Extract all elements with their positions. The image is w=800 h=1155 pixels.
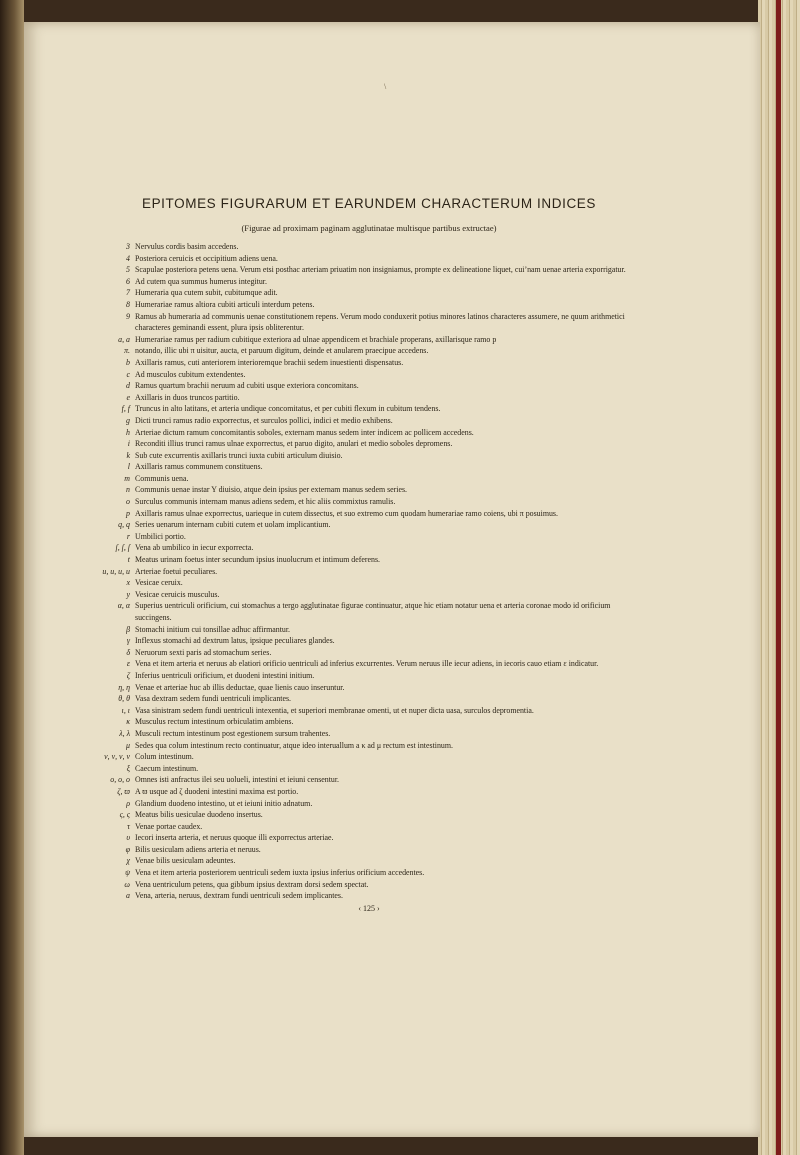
index-entry	[94, 728, 644, 740]
index-entry	[94, 763, 644, 775]
entry-label: f, f	[121, 404, 130, 414]
entry-label: e	[126, 392, 130, 402]
index-entry	[94, 821, 644, 833]
index-entry	[94, 867, 644, 879]
index-entry	[94, 438, 644, 450]
entry-label: a	[126, 891, 130, 901]
index-entry	[94, 369, 644, 381]
entry-text: Vena et item arteria posteriorem uentriculi sedem iuxta ipsius inferius orificium accedentes.	[135, 868, 425, 878]
index-entry	[94, 624, 644, 636]
entry-text: Posteriora ceruicis et occipitium adiens uena.	[135, 253, 278, 263]
index-entry	[94, 484, 644, 496]
entry-label: o	[126, 497, 130, 507]
entry-label: 6	[126, 276, 130, 286]
index-entry	[94, 311, 644, 334]
entry-text: Scapulae posteriora petens uena. Verum etsi posthac arteriam priuatim non insigniamus, prompte ex delineatione liquet, cui’nam uenae arteria exporrigatur.	[135, 265, 626, 275]
entry-label: τ	[127, 821, 130, 831]
index-entry	[94, 253, 644, 265]
entry-text: Vena et item arteria et neruus ab elatiori orificio uentriculi ad inferius excurrentes. Verum neruus ille iecur adiens, in iecoris cauo etiam ε indicatur.	[135, 659, 599, 669]
entry-text: Sedes qua colum intestinum recto continuatur, atque ideo interuallum a κ ad μ rectum est intestinum.	[135, 740, 453, 750]
index-entry	[94, 705, 644, 717]
entry-label: ν, ν, ν, ν	[104, 752, 130, 762]
entry-text: Ramus ab humeraria ad communis uenae constitutionem repens. Verum modo conduxerit potius minores latinos characteres assumere, ne quum arithmetici characteres geminandi essent, plura ipsis obliterentur.	[135, 311, 625, 333]
entry-label: π.	[124, 346, 130, 356]
entry-label: α, α	[117, 601, 130, 611]
entry-label: λ, λ	[119, 728, 130, 738]
entry-label: n	[126, 485, 130, 495]
book-gutter	[0, 0, 24, 1155]
entry-label: ι, ι	[121, 705, 130, 715]
entry-label: ξ	[126, 763, 130, 773]
entry-label: κ	[126, 717, 130, 727]
entry-label: k	[126, 450, 130, 460]
entry-text: Humerariae ramus altiora cubiti articuli interdum petens.	[135, 299, 315, 309]
entry-label: γ	[126, 636, 130, 646]
entry-text: Neruorum sexti paris ad stomachum series.	[135, 647, 272, 657]
entry-label: c	[126, 369, 130, 379]
index-entry	[94, 855, 644, 867]
index-content	[94, 196, 644, 913]
index-entry	[94, 276, 644, 288]
entry-text: Humerariae ramus per radium cubitique exteriora ad ulnae appendicem et brachiale properans, axillarisque ramo p	[135, 334, 497, 344]
entry-text: Surculus communis internam manus adiens sedem, et hic aliis commixtus ramulis.	[135, 497, 396, 507]
entry-text: Vesicae ceruicis musculus.	[135, 589, 220, 599]
page-number: ‹ 125 ›	[358, 903, 380, 913]
entry-label: θ, θ	[118, 694, 130, 704]
index-entry	[94, 334, 644, 346]
page-mark: \	[384, 82, 387, 91]
index-entry	[94, 542, 644, 554]
page-title: EPITOMES FIGURARUM ET EARUNDEM CHARACTERUM INDICES	[141, 196, 597, 211]
index-entry	[94, 879, 644, 891]
entry-text: Axillaris ramus communem constituens.	[135, 462, 263, 472]
entry-text: Axillaris ramus ulnae exporrectus, uarieque in cutem dissectus, et suo extremo cum quodam humerariae ramo coiens, ubi π posuimus.	[135, 508, 558, 518]
entry-label: 9	[126, 311, 130, 321]
index-entry	[94, 450, 644, 462]
entry-text: Colum intestinum.	[135, 752, 194, 762]
entry-label: g	[126, 415, 130, 425]
entry-label: l	[127, 462, 130, 472]
entry-text: Dicti trunci ramus radio exporrectus, et surculos pollici, indici et medio exhibens.	[135, 415, 393, 425]
entry-label: b	[126, 357, 130, 367]
index-entry	[94, 566, 644, 578]
index-entry	[94, 798, 644, 810]
entry-text: Vena uentriculum petens, qua gibbum ipsius dextram dorsi sedem spectat.	[135, 879, 369, 889]
index-entry	[94, 589, 644, 601]
entry-label: ε	[126, 659, 130, 669]
entry-label: p	[126, 508, 130, 518]
index-entry	[94, 670, 644, 682]
index-entry	[94, 508, 644, 520]
index-entry	[94, 740, 644, 752]
entry-text: Vesicae ceruix.	[135, 578, 183, 588]
entry-text: Arteriae dictum ramum concomitantis soboles, externam manus sedem inter indicem ac pollicem accedens.	[135, 427, 474, 437]
entry-text: Truncus in alto latitans, et arteria undique concomitatus, et per cubiti flexum in cubitum tendens.	[135, 404, 441, 414]
index-entry	[94, 577, 644, 589]
index-entry	[94, 380, 644, 392]
entry-text: Ad musculos cubitum extendentes.	[135, 369, 246, 379]
entry-text: Series uenarum internam cubiti cutem et uolam implicantium.	[135, 520, 331, 530]
index-entry	[94, 658, 644, 670]
entry-text: Communis uena.	[135, 473, 189, 483]
entry-text: Ramus quartum brachii neruum ad cubiti usque exteriora concomitans.	[135, 381, 359, 391]
entry-text: Superius uentriculi orificium, cui stomachus a tergo agglutinatae figurae continuatur, atque hic etiam notatur uena et arteria coronae modo id orificium succingens.	[135, 601, 611, 622]
entry-label: χ	[126, 856, 130, 866]
entry-text: Vasa dextram sedem fundi uentriculi implicantes.	[135, 694, 292, 704]
entry-text: Umbilici portio.	[135, 531, 186, 541]
index-entry	[94, 786, 644, 798]
entry-label: i	[127, 439, 130, 449]
entry-text: Communis uenae instar Y diuisio, atque dein ipsius per externam manus sedem series.	[135, 485, 408, 495]
entry-label: ς, ς	[119, 810, 130, 820]
index-entry	[94, 496, 644, 508]
index-entry	[94, 531, 644, 543]
entry-label: η, η	[118, 682, 130, 692]
index-entry	[94, 600, 644, 623]
entry-text: Humeraria qua cutem subit, cubitumque adit.	[135, 288, 278, 298]
entry-text: Omnes isti anfractus ilei seu uolueli, intestini et ieiuni censentur.	[135, 775, 340, 785]
entry-list	[94, 241, 644, 902]
entry-label: 4	[126, 253, 130, 263]
index-entry	[94, 844, 644, 856]
entry-label: q, q	[118, 520, 130, 530]
index-entry	[94, 890, 644, 902]
entry-text: Glandium duodeno intestino, ut et ieiuni initio adnatum.	[135, 798, 313, 808]
index-entry	[94, 751, 644, 763]
index-entry	[94, 427, 644, 439]
entry-label: x	[126, 578, 130, 588]
entry-label: δ	[126, 647, 130, 657]
index-entry	[94, 473, 644, 485]
entry-text: Inflexus stomachi ad dextrum latus, ipsique peculiares glandes.	[135, 636, 335, 646]
entry-label: d	[126, 381, 130, 391]
entry-label: y	[126, 589, 130, 599]
entry-text: notando, illic ubi π uisitur, aucta, et paruum digitum, deinde et anularem praecipue accedens.	[135, 346, 429, 356]
index-entry	[94, 461, 644, 473]
index-entry	[94, 693, 644, 705]
index-entry	[94, 415, 644, 427]
entry-label: ζ	[126, 670, 130, 680]
index-entry	[94, 682, 644, 694]
entry-label: 5	[126, 265, 130, 275]
entry-label: μ	[126, 740, 130, 750]
entry-label: r	[126, 531, 130, 541]
index-entry	[94, 774, 644, 786]
entry-text: Musculus rectum intestinum orbiculatim ambiens.	[135, 717, 294, 727]
entry-text: Sub cute excurrentis axillaris trunci iuxta cubiti articulum diuisio.	[135, 450, 343, 460]
index-entry	[94, 554, 644, 566]
entry-text: Vena ab umbilico in iecur exporrecta.	[135, 543, 254, 553]
entry-label: ρ	[126, 798, 130, 808]
entry-label: 7	[126, 288, 130, 298]
index-entry	[94, 809, 644, 821]
entry-text: Venae portae caudex.	[135, 821, 203, 831]
entry-text: Musculi rectum intestinum post egestionem sursum trahentes.	[135, 728, 331, 738]
index-entry	[94, 357, 644, 369]
index-entry	[94, 299, 644, 311]
entry-text: Bilis uesiculam adiens arteria et neruus.	[135, 844, 261, 854]
entry-label: φ	[125, 844, 130, 854]
entry-label: u, u, u, u	[102, 566, 130, 576]
entry-text: Vena, arteria, neruus, dextram fundi uentriculi sedem implicantes.	[135, 891, 343, 901]
index-entry	[94, 832, 644, 844]
entry-text: Arteriae foetui peculiares.	[135, 566, 218, 576]
index-entry	[94, 716, 644, 728]
entry-label: ſ, ſ, ſ	[115, 543, 130, 553]
index-entry	[94, 345, 644, 357]
entry-label: 3	[126, 242, 130, 251]
index-entry	[94, 635, 644, 647]
index-entry	[94, 241, 644, 253]
entry-label: ω	[124, 879, 130, 889]
index-entry	[94, 519, 644, 531]
entry-text: Caecum intestinum.	[135, 763, 199, 773]
entry-text: Ad cutem qua summus humerus integitur.	[135, 276, 267, 286]
entry-label: t	[127, 555, 130, 565]
entry-text: Stomachi initium cui tonsillae adhuc affirmantur.	[135, 624, 291, 634]
index-entry	[94, 264, 644, 276]
entry-text: Venae et arteriae huc ab illis deductae, quae lienis cauo inseruntur.	[135, 682, 345, 692]
entry-label: ψ	[125, 868, 130, 878]
entry-label: υ	[126, 833, 130, 843]
entry-text: Vasa sinistram sedem fundi uentriculi intexentia, et superiori membranae omenti, ut et nuper dicta uasa, surculos depromentia.	[135, 705, 534, 715]
entry-text: Meatus bilis uesiculae duodeno insertus.	[135, 810, 263, 820]
entry-text: Reconditi illius trunci ramus ulnae exporrectus, et paruo digito, anulari et medio soboles depromens.	[135, 439, 453, 449]
entry-label: ζ, ϖ	[117, 786, 130, 796]
entry-label: 8	[126, 299, 130, 309]
entry-text: Axillaris in duos truncos partitio.	[135, 392, 240, 402]
entry-text: Nervulus cordis basim accedens.	[135, 242, 239, 251]
entry-label: β	[126, 624, 130, 634]
entry-label: h	[126, 427, 130, 437]
entry-text: Meatus urinam foetus inter secundum ipsius inuolucrum et intimum deferens.	[135, 555, 380, 565]
entry-text: Venae bilis uesiculam adeuntes.	[135, 856, 236, 866]
index-entry	[94, 647, 644, 659]
entry-label: ο, ο, ο	[110, 775, 130, 785]
index-entry	[94, 392, 644, 404]
page-subtitle: (Figurae ad proximam paginam agglutinatae multisque partibus extructae)	[241, 223, 497, 233]
entry-text: Inferius uentriculi orificium, et duodeni intestini initium.	[135, 670, 315, 680]
entry-text: Axillaris ramus, cuti anteriorem interioremque brachii sedem inuestienti dispensatus.	[135, 357, 404, 367]
index-entry	[94, 287, 644, 299]
entry-text: A ϖ usque ad ζ duodeni intestini maxima est portio.	[135, 786, 299, 796]
page-edges	[758, 0, 800, 1155]
entry-label: m	[124, 473, 130, 483]
entry-text: Iecori inserta arteria, et neruus quoque illi exporrectus arteriae.	[135, 833, 334, 843]
index-entry	[94, 403, 644, 415]
entry-label: a, a	[118, 334, 130, 344]
